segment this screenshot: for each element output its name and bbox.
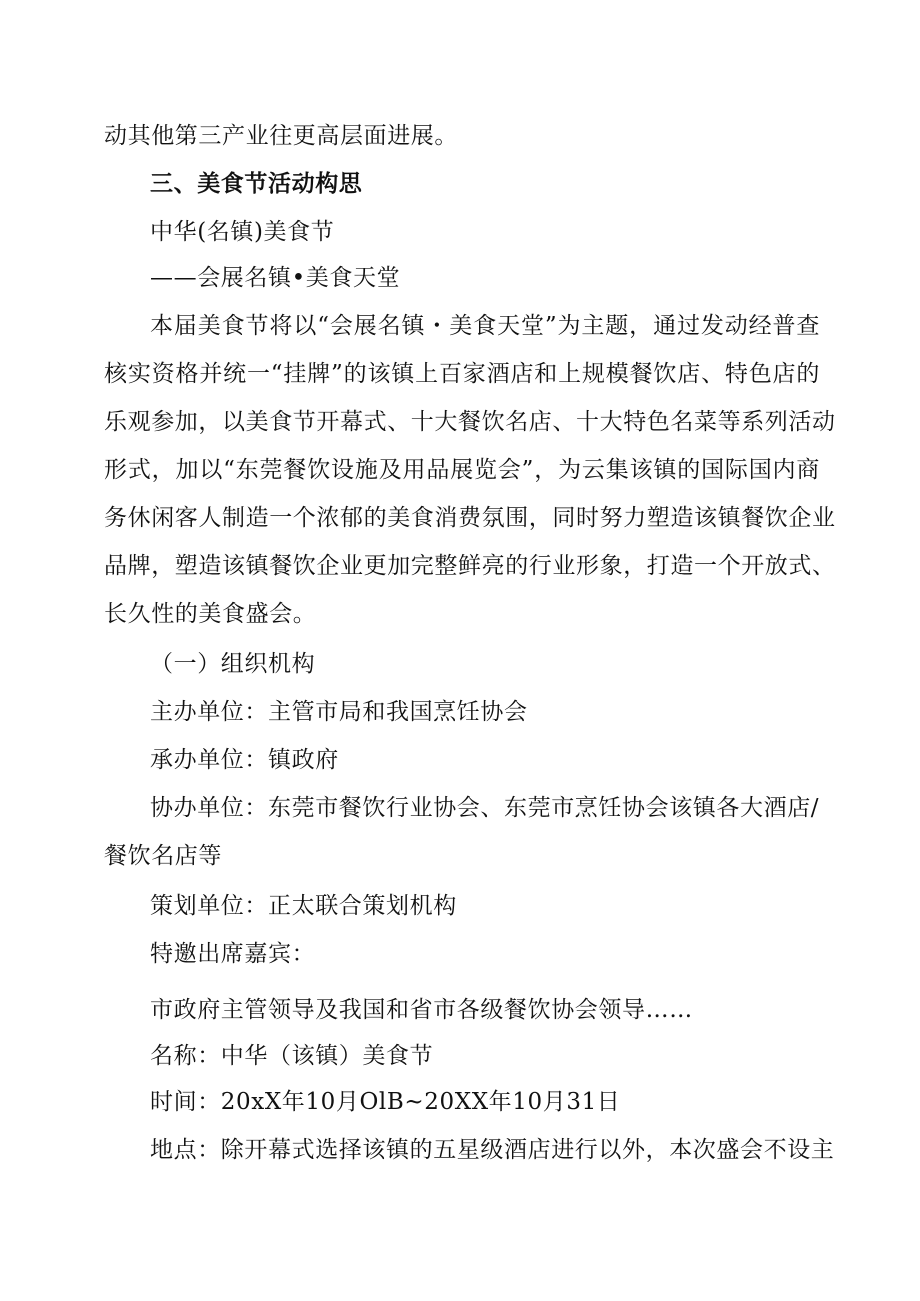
paragraph-line: 核实资格并统一“挂牌”的该镇上百家酒店和上规模餐饮店、特色店的 (104, 361, 820, 387)
organizer-line: 主办单位：主管市局和我国烹饪协会 (150, 699, 528, 725)
guests-line: 市政府主管领导及我国和省市各级餐饮协会领导…… (150, 997, 693, 1023)
paragraph-line: 长久性的美食盛会。 (104, 601, 317, 627)
paragraph-line: 务休闲客人制造一个浓郁的美食消费氛围，同时努力塑造该镇餐饮企业 (104, 505, 836, 531)
guests-label: 特邀出席嘉宾： (150, 941, 316, 967)
event-title: 中华(名镇)美食节 (150, 219, 335, 245)
undertaker-line: 承办单位：镇政府 (150, 747, 339, 773)
event-venue-line: 地点：除开幕式选择该镇的五星级酒店进行以外，本次盛会不设主 (150, 1137, 835, 1163)
continuation-line: 动其他第三产业往更高层面进展。 (104, 123, 458, 149)
paragraph-line: 本届美食节将以“会展名镇・美食天堂”为主题，通过发动经普查 (150, 313, 820, 339)
paragraph-line: 形式，加以“东莞餐饮设施及用品展览会”，为云集该镇的国际国内商 (104, 457, 820, 483)
event-subtitle: ——会展名镇•美食天堂 (150, 265, 401, 291)
paragraph-line: 乐观参加，以美食节开幕式、十大餐饮名店、十大特色名菜等系列活动 (104, 409, 836, 435)
event-name-line: 名称：中华（该镇）美食节 (150, 1043, 434, 1069)
co-organizer-line: 协办单位：东莞市餐饮行业协会、东莞市烹饪协会该镇各大酒店/ (150, 795, 820, 821)
event-time-line: 时间：20xX年10月OlB~20XX年10月31日 (150, 1089, 621, 1115)
section-heading: 三、美食节活动构思 (150, 170, 363, 197)
paragraph-line: 品牌，塑造该镇餐饮企业更加完整鲜亮的行业形象，打造一个开放式、 (104, 553, 836, 579)
co-organizer-continuation: 餐饮名店等 (104, 843, 222, 869)
planner-line: 策划单位：正太联合策划机构 (150, 893, 457, 919)
subheading-organization: （一）组织机构 (150, 651, 316, 677)
